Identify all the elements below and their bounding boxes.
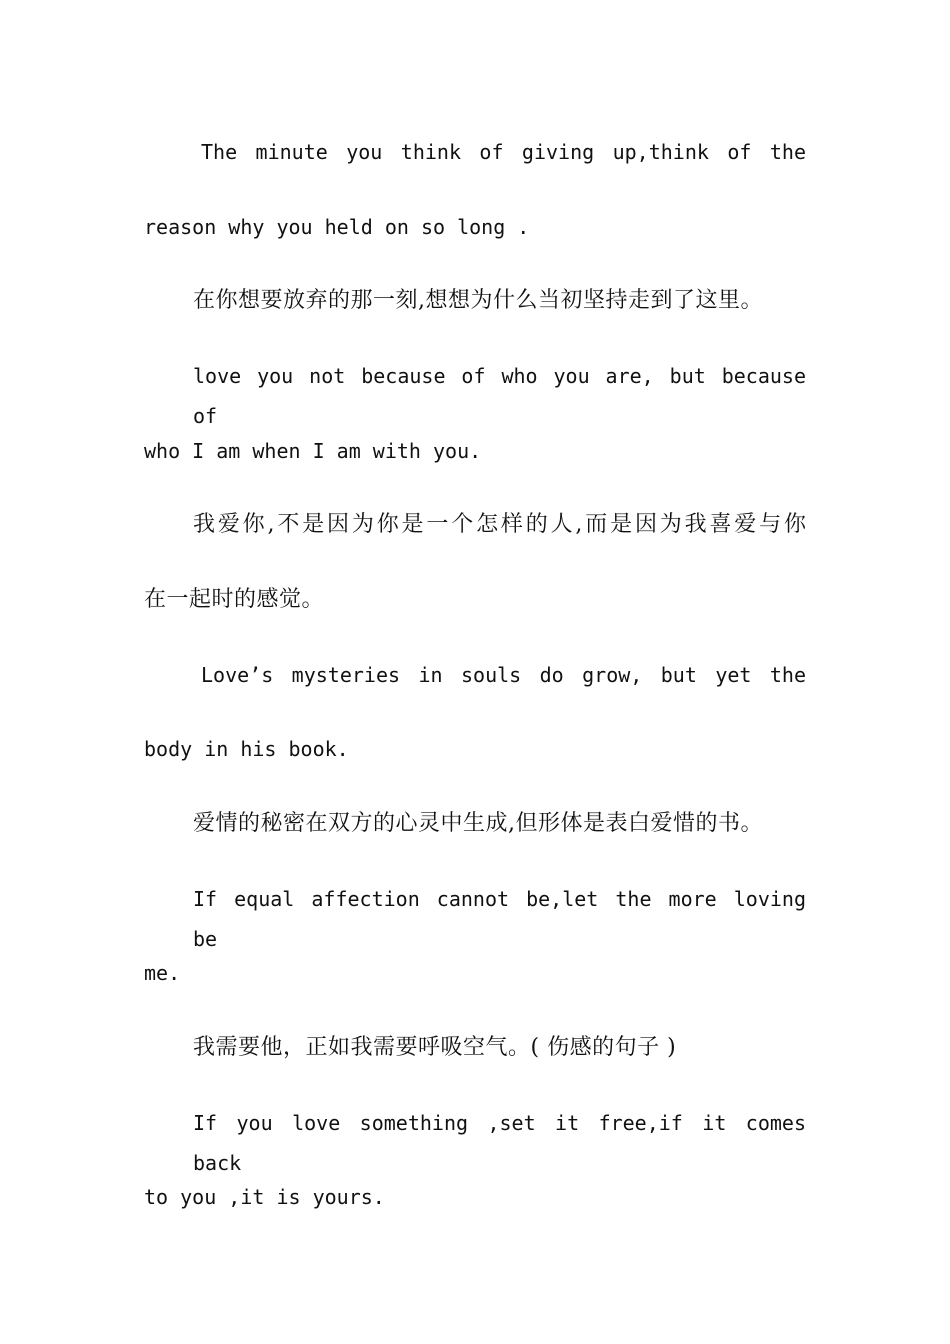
paragraph-3-line-2: who I am when I am with you. (144, 439, 482, 463)
paragraph-6-line-1: 爱情的秘密在双方的心灵中生成,但形体是表白爱惜的书。 (193, 811, 763, 836)
paragraph-8-line-1: 我需要他，正如我需要呼吸空气。( 伤感的句子 ) (193, 1035, 677, 1060)
paragraph-2-line-1: 在你想要放弃的那一刻,想想为什么当初坚持走到了这里。 (193, 288, 763, 313)
paragraph-4-line-2: 在一起时的感觉。 (144, 587, 325, 612)
paragraph-7-line-1: If equal affection cannot be,let the more loving be (193, 887, 806, 951)
paragraph-5-line-2: body in his book. (144, 737, 349, 761)
paragraph-9-line-2: to you ,it is yours. (144, 1185, 385, 1209)
paragraph-1-line-1: The minute you think of giving up,think of the (201, 140, 806, 164)
paragraph-7-line-2: me. (144, 961, 181, 985)
paragraph-5-line-1: Love’s mysteries in souls do grow, but yet the (201, 663, 806, 687)
paragraph-3-line-1: love you not because of who you are, but because of (193, 364, 806, 428)
paragraph-1-line-2: reason why you held on so long . (144, 215, 530, 239)
paragraph-9-line-1: If you love something ,set it free,if it comes back (193, 1111, 806, 1175)
paragraph-4-line-1: 我爱你,不是因为你是一个怎样的人,而是因为我喜爱与你 (193, 512, 806, 537)
